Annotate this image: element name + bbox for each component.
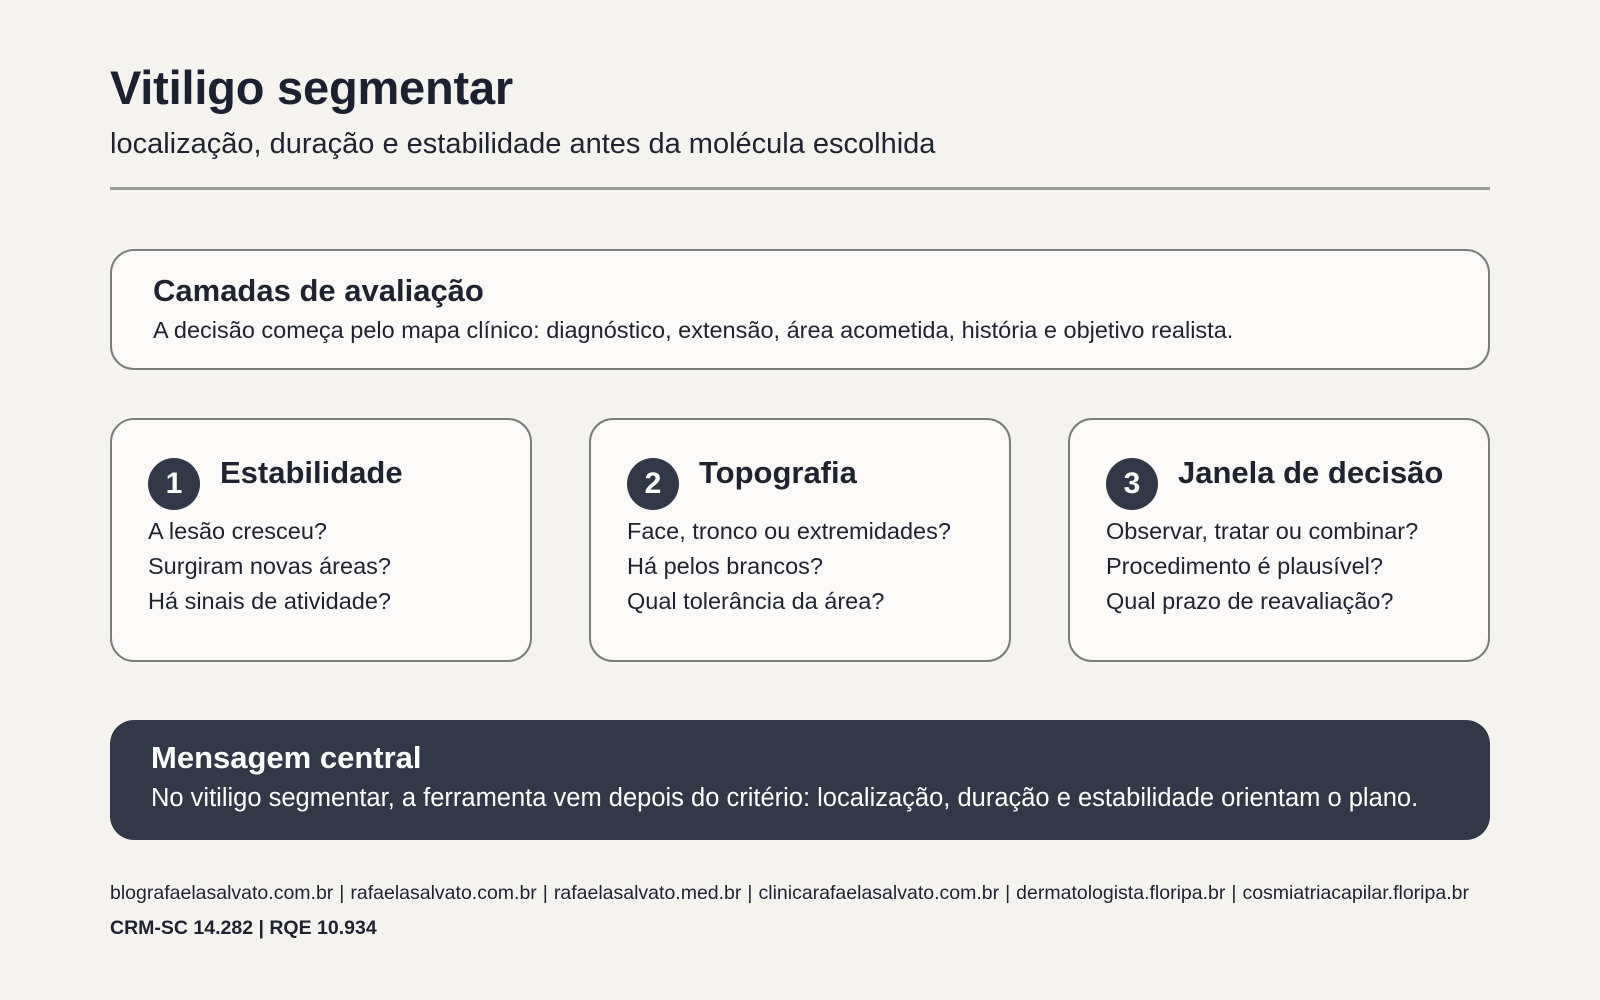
step-question: Há sinais de atividade?: [148, 588, 391, 614]
page-title: Vitiligo segmentar: [110, 61, 513, 114]
step-question: Qual prazo de reavaliação?: [1106, 588, 1394, 614]
step-question: A lesão cresceu?: [148, 518, 327, 544]
infographic-page: [110, 0, 1490, 1000]
step-question: Há pelos brancos?: [627, 553, 823, 579]
evaluation-layers-text: A decisão começa pelo mapa clínico: diagnóstico, extensão, área acometida, história e objetivo realista.: [153, 317, 1234, 343]
step-question: Observar, tratar ou combinar?: [1106, 518, 1419, 544]
step-card-decision-window: [1068, 418, 1490, 662]
step-question: Surgiram novas áreas?: [148, 553, 391, 579]
step-question: Procedimento é plausível?: [1106, 553, 1383, 579]
footer-separator: |: [339, 882, 345, 904]
step-title: Topografia: [699, 455, 857, 490]
central-message-title: Mensagem central: [151, 740, 422, 775]
central-message-box: [110, 720, 1490, 840]
evaluation-layers-card: [110, 249, 1490, 370]
step-number-badge: 2: [627, 458, 679, 510]
footer-link[interactable]: blografaelasalvato.com.br: [110, 882, 334, 904]
footer-separator: |: [1231, 882, 1237, 904]
footer-registration: CRM-SC 14.282 | RQE 10.934: [110, 917, 377, 939]
step-question: Face, tronco ou extremidades?: [627, 518, 951, 544]
step-title: Janela de decisão: [1178, 455, 1444, 490]
footer-separator: |: [1005, 882, 1011, 904]
footer-separator: |: [542, 882, 548, 904]
step-card-stability: [110, 418, 532, 662]
header-divider: [110, 187, 1490, 190]
step-number-badge: 3: [1106, 458, 1158, 510]
evaluation-layers-title: Camadas de avaliação: [153, 273, 484, 308]
page-subtitle: localização, duração e estabilidade antes da molécula escolhida: [110, 128, 936, 160]
step-number-badge: 1: [148, 458, 200, 510]
footer-link[interactable]: rafaelasalvato.com.br: [350, 882, 537, 904]
footer-separator: |: [747, 882, 753, 904]
footer-link[interactable]: clinicarafaelasalvato.com.br: [758, 882, 1000, 904]
footer-link[interactable]: dermatologista.floripa.br: [1016, 882, 1226, 904]
central-message-text: No vitiligo segmentar, a ferramenta vem depois do critério: localização, duração e estabilidade orientam o plano.: [151, 784, 1419, 812]
step-question: Qual tolerância da área?: [627, 588, 885, 614]
footer-link[interactable]: cosmiatriacapilar.floripa.br: [1242, 882, 1469, 904]
step-card-topography: [589, 418, 1011, 662]
step-title: Estabilidade: [220, 455, 403, 490]
footer-links: [110, 882, 1469, 905]
footer-link[interactable]: rafaelasalvato.med.br: [553, 882, 742, 904]
